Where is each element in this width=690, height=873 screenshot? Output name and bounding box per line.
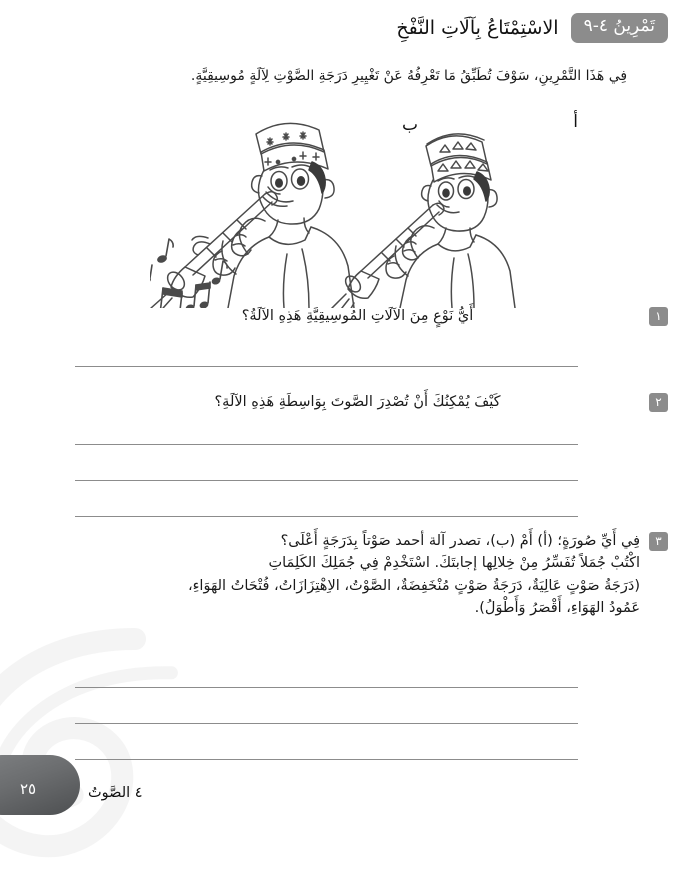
page-number: ٢٥	[20, 780, 37, 798]
question-3-line-1: فِي أَيِّ صُورَةٍ؛ (أ) أَمْ (ب)، تصدر آلة أحمد صَوْتاً بِدَرَجَةٍ أَعْلَى؟	[280, 533, 640, 549]
question-1-text	[75, 305, 640, 327]
question-1	[75, 305, 668, 327]
figure-label-a: أ	[573, 112, 578, 132]
question-3-text	[75, 530, 640, 620]
answer-line-q3-1	[75, 687, 578, 688]
clarinet-players-illustration	[150, 108, 590, 308]
answer-line-q2-1	[75, 444, 578, 445]
exercise-badge: تَمْرِينُ ٤-٩	[571, 13, 668, 43]
question-2	[75, 391, 668, 413]
answer-line-q1-1	[75, 366, 578, 367]
spiral-watermark	[0, 613, 200, 873]
question-3-line-2: اكْتُبْ جُمَلاً تُفَسِّرُ مِنْ خِلالِها إجابتَكَ. اسْتَخْدِمْ فِي جُمَلِكَ الكَلِمَاتِ	[268, 555, 640, 572]
illustration-svg	[150, 108, 590, 308]
question-1-number: ١	[649, 307, 668, 326]
question-2-line-1: كَيْفَ يُمْكِنُكَ أَنْ تُصْدِرَ الصَّوتَ بِوَاسِطَةِ هَذِهِ الآلَةِ؟	[214, 394, 501, 410]
answer-line-q2-2	[75, 480, 578, 481]
question-3-line-3: (دَرَجَةُ صَوْتٍ عَالِيَةٌ، دَرَجَةُ صَوْتٍ مُنْخَفِضَةٌ، الصَّوْتُ، الاِهْتِزَازَاتُ، فُتْحَاتُ الهَوَاءِ،	[187, 577, 640, 594]
question-3-line-4: عَمُودُ الهَوَاءِ، أَقْصَرُ وَأَطْوَلُ).	[474, 600, 640, 617]
question-2-text	[75, 391, 640, 413]
figure-label-b: ب	[401, 115, 418, 135]
page-title: الاسْتِمْتَاعُ بِآلَاتِ النَّفْخِ	[396, 16, 559, 39]
boy-right	[320, 134, 515, 308]
question-1-line-1: أَيُّ نَوْعٍ مِنَ الآلَاتِ المُوسِيقِيَّةِ هَذِهِ الآلَةُ؟	[241, 308, 474, 324]
footer-chapter-label: ٤ الصَّوتُ	[88, 785, 143, 801]
answer-line-q3-2	[75, 723, 578, 724]
question-3	[75, 530, 668, 620]
answer-line-q2-3	[75, 516, 578, 517]
question-3-number: ٣	[649, 532, 668, 551]
intro-paragraph: فِي هَذَا التَّمْرِينِ، سَوْفَ تُطَبِّقُ مَا تَعْرِفُهُ عَنْ تَغْيِيرِ دَرَجَةِ الصَّوْتِ لِآلَةٍ مُوسِيقِيَّةٍ.	[190, 68, 628, 84]
question-2-number: ٢	[649, 393, 668, 412]
page-number-badge	[0, 755, 80, 815]
boy-left	[151, 123, 354, 308]
exercise-header	[396, 13, 668, 43]
answer-line-q3-3	[75, 759, 578, 760]
